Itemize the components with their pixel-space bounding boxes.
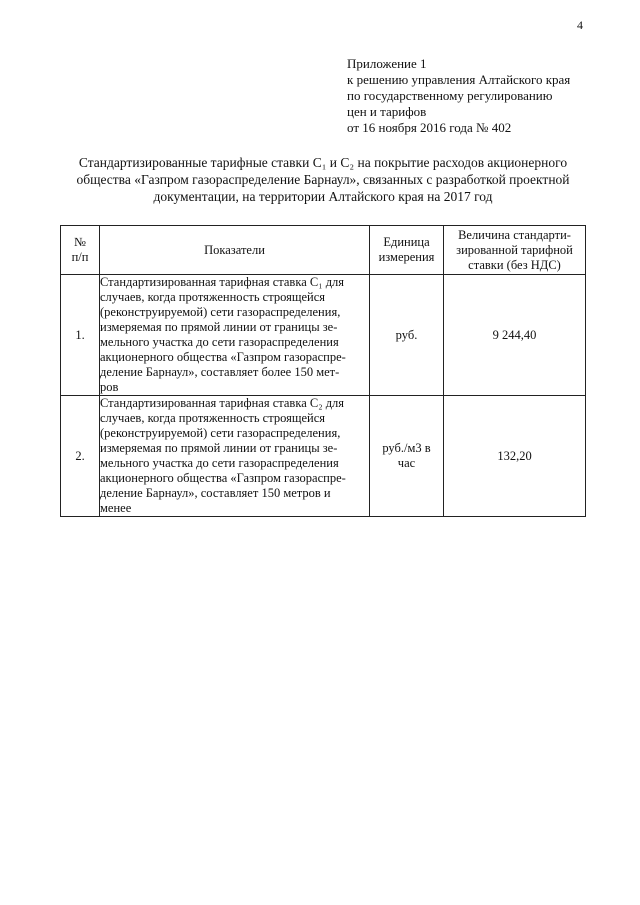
header-unit-line: измерения xyxy=(378,250,435,264)
indicator-line: мельного участка до сети газораспределения xyxy=(100,335,339,349)
row-value: 132,20 xyxy=(444,396,586,517)
row-value: 9 244,40 xyxy=(444,275,586,396)
appendix-header xyxy=(347,56,607,136)
header-value xyxy=(444,226,586,275)
row-indicator xyxy=(100,275,370,396)
header-number xyxy=(61,226,100,275)
indicator-line: измеряемая по прямой линии от границы зе- xyxy=(100,320,338,334)
table-row xyxy=(61,396,586,517)
indicator-line: акционерного общества «Газпром газораспре- xyxy=(100,471,346,485)
indicator-line: случаев, когда протяженность строящейся xyxy=(100,411,325,425)
indicator-line: акционерного общества «Газпром газораспре- xyxy=(100,350,346,364)
unit-line: час xyxy=(397,456,416,470)
row-number: 1. xyxy=(61,275,100,396)
row-indicator xyxy=(100,396,370,517)
row-number: 2. xyxy=(61,396,100,517)
header-value-line: зированной тарифной xyxy=(456,242,573,257)
header-number-line: п/п xyxy=(71,250,89,264)
document-title xyxy=(40,154,606,205)
indicator-line: Стандартизированная тарифная ставка С₂ для xyxy=(100,396,345,410)
appendix-line: от 16 ноября 2016 года № 402 xyxy=(347,120,512,135)
appendix-line: по государственному регулированию xyxy=(347,88,553,103)
indicator-line: ров xyxy=(100,380,119,394)
indicator-line: (реконструируемой) сети газораспределения, xyxy=(100,305,341,319)
header-number-line: № xyxy=(74,235,86,249)
indicator-line: деление Барнаул», составляет 150 метров и xyxy=(100,486,331,500)
indicator-line: мельного участка до сети газораспределения xyxy=(100,456,339,470)
title-line: Стандартизированные тарифные ставки С₁ и С₂ на покрытие расходов акционерного xyxy=(78,155,568,170)
indicator-line: менее xyxy=(100,501,132,515)
appendix-line: цен и тарифов xyxy=(347,104,427,119)
header-indicator: Показатели xyxy=(100,226,370,275)
header-value-line: Величина стандарти- xyxy=(458,227,571,242)
header-unit-line: Единица xyxy=(383,235,430,249)
header-value-line: ставки (без НДС) xyxy=(468,257,561,272)
title-line: общества «Газпром газораспределение Барнаул», связанных с разработкой проектной xyxy=(76,172,570,187)
indicator-line: (реконструируемой) сети газораспределения, xyxy=(100,426,341,440)
indicator-line: измеряемая по прямой линии от границы зе- xyxy=(100,441,338,455)
page-number: 4 xyxy=(577,18,583,32)
row-unit xyxy=(370,396,444,517)
tariff-table xyxy=(60,225,586,517)
table-header-row xyxy=(61,226,586,275)
appendix-line: к решению управления Алтайского края xyxy=(347,72,571,87)
unit-line: руб./м3 в xyxy=(382,441,431,455)
header-unit xyxy=(370,226,444,275)
table-row xyxy=(61,275,586,396)
indicator-line: случаев, когда протяженность строящейся xyxy=(100,290,325,304)
unit-line: руб. xyxy=(395,327,418,342)
indicator-line: Стандартизированная тарифная ставка С₁ для xyxy=(100,275,345,289)
indicator-line: деление Барнаул», составляет более 150 мет- xyxy=(100,365,340,379)
title-line: документации, на территории Алтайского края на 2017 год xyxy=(153,189,493,204)
appendix-line: Приложение 1 xyxy=(347,56,427,71)
row-unit xyxy=(370,275,444,396)
